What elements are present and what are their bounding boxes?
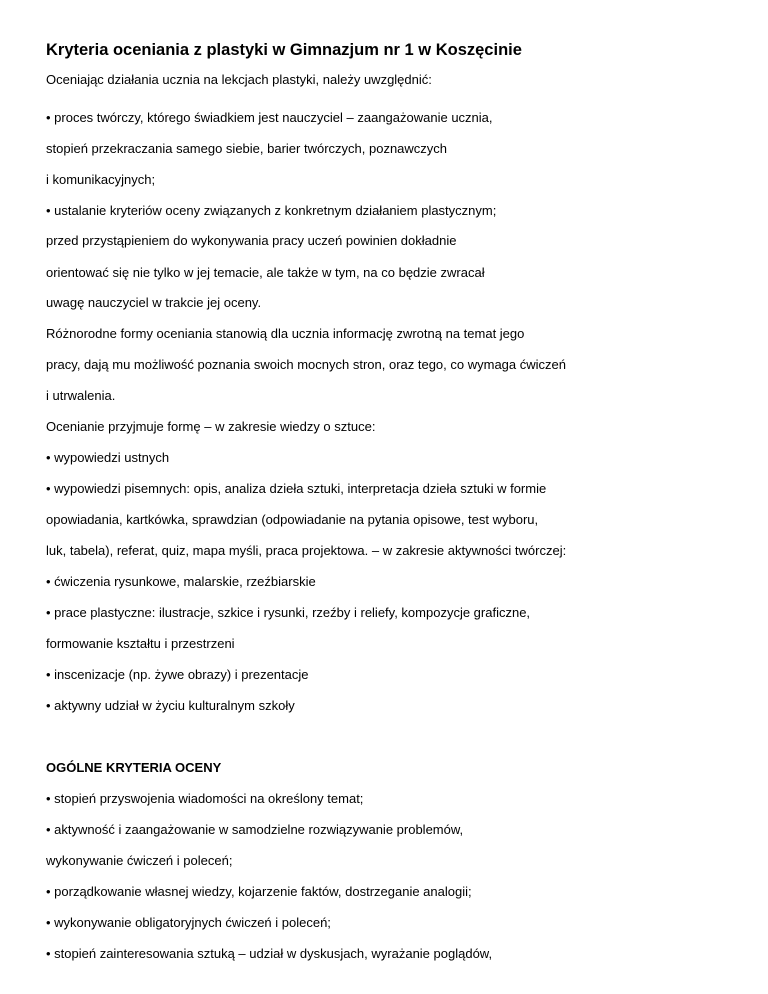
text-line: orientować się nie tylko w jej temacie, ale także w tym, na co będzie zwracał	[46, 265, 485, 280]
text-line: • wypowiedzi ustnych	[46, 450, 170, 465]
criteria-line: • wykonywanie obligatoryjnych ćwiczeń i poleceń;	[46, 915, 331, 930]
criteria-line: • porządkowanie własnej wiedzy, kojarzenie faktów, dostrzeganie analogii;	[46, 884, 472, 899]
criteria-line: • aktywność i zaangażowanie w samodzielne rozwiązywanie problemów,	[46, 822, 464, 837]
text-line: Ocenianie przyjmuje formę – w zakresie wiedzy o sztuce:	[46, 419, 376, 434]
criteria-line: • stopień zainteresowania sztuką – udział w dyskusjach, wyrażanie poglądów,	[46, 946, 493, 961]
document-title: Kryteria oceniania z plastyki w Gimnazjum nr 1 w Koszęcinie	[46, 41, 522, 59]
text-line: uwagę nauczyciel w trakcie jej oceny.	[46, 295, 262, 310]
text-line: • proces twórczy, którego świadkiem jest nauczyciel – zaangażowanie ucznia,	[46, 110, 493, 125]
intro-line: Oceniając działania ucznia na lekcjach plastyki, należy uwzględnić:	[46, 72, 432, 87]
text-line: • prace plastyczne: ilustracje, szkice i rysunki, rzeźby i reliefy, kompozycje graficzne,	[46, 605, 531, 620]
criteria-line: wykonywanie ćwiczeń i poleceń;	[46, 853, 233, 868]
text-line: i utrwalenia.	[46, 388, 116, 403]
text-line: formowanie kształtu i przestrzeni	[46, 636, 235, 651]
text-line: luk, tabela), referat, quiz, mapa myśli, praca projektowa. – w zakresie aktywności twórczej:	[46, 543, 567, 558]
text-line: opowiadania, kartkówka, sprawdzian (odpowiadanie na pytania opisowe, test wyboru,	[46, 512, 539, 527]
text-line: • inscenizacje (np. żywe obrazy) i prezentacje	[46, 667, 309, 682]
text-line: pracy, dają mu możliwość poznania swoich mocnych stron, oraz tego, co wymaga ćwiczeń	[46, 357, 566, 372]
criteria-line: • stopień przyswojenia wiadomości na określony temat;	[46, 791, 364, 806]
text-line: stopień przekraczania samego siebie, barier twórczych, poznawczych	[46, 141, 448, 156]
text-line: Różnorodne formy oceniania stanowią dla ucznia informację zwrotną na temat jego	[46, 326, 525, 341]
text-line: • ćwiczenia rysunkowe, malarskie, rzeźbiarskie	[46, 574, 316, 589]
text-line: • ustalanie kryteriów oceny związanych z konkretnym działaniem plastycznym;	[46, 203, 497, 218]
section-heading: OGÓLNE KRYTERIA OCENY	[46, 760, 222, 775]
text-line: i komunikacyjnych;	[46, 172, 156, 187]
text-line: • aktywny udział w życiu kulturalnym szkoły	[46, 698, 295, 713]
text-line: przed przystąpieniem do wykonywania pracy uczeń powinien dokładnie	[46, 233, 457, 248]
text-line: • wypowiedzi pisemnych: opis, analiza dzieła sztuki, interpretacja dzieła sztuki w formie	[46, 481, 547, 496]
